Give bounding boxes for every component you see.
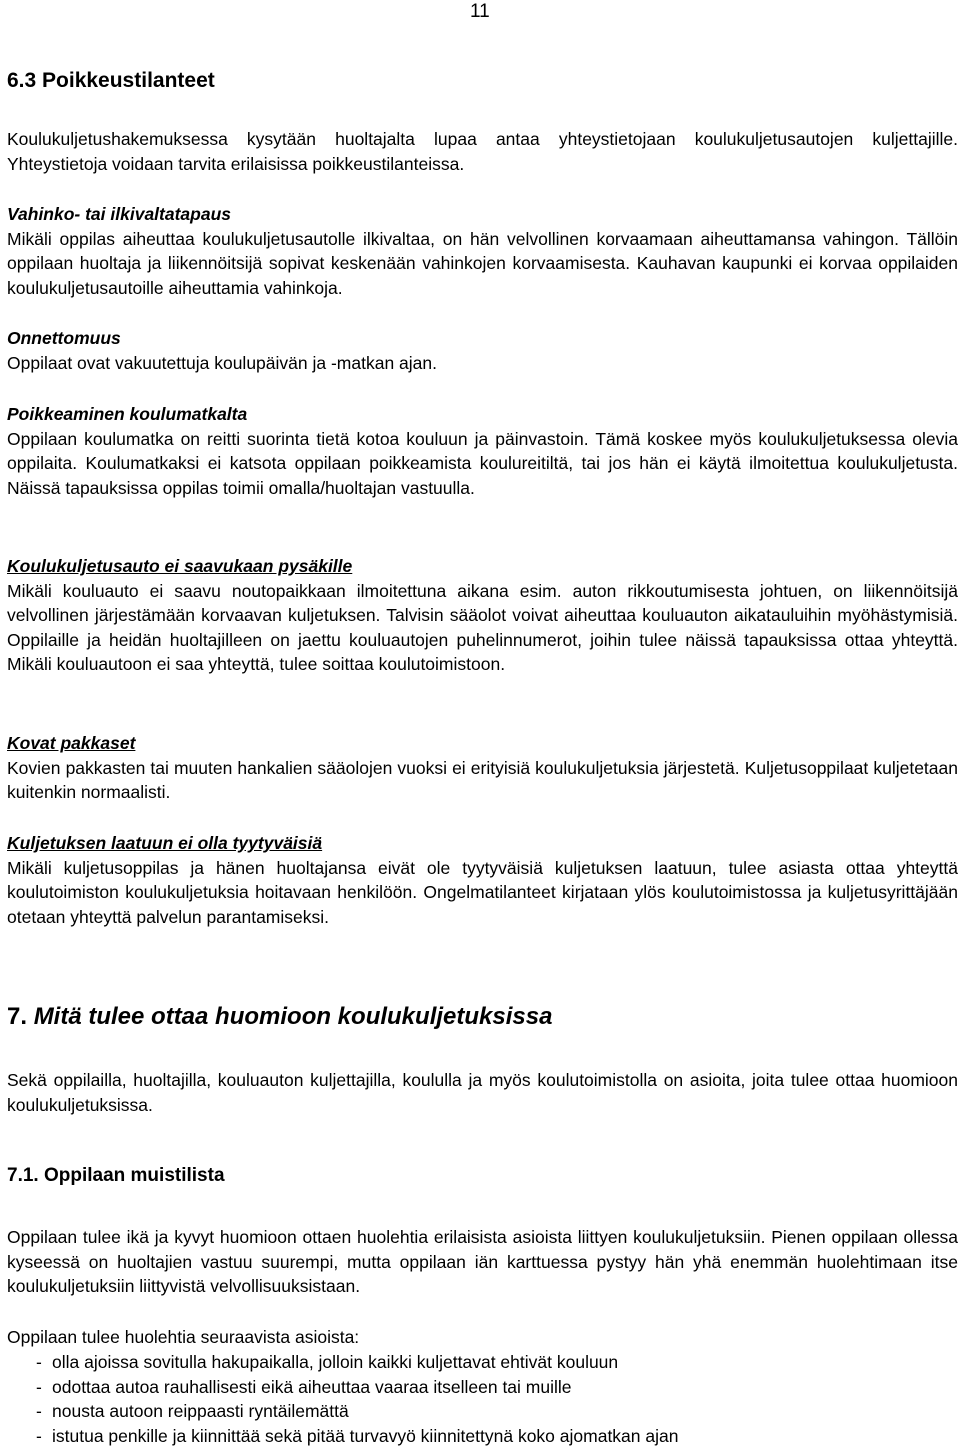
tyytyvaisia-text: Mikäli kuljetusoppilas ja hänen huoltajansa eivät ole tyytyväisiä kuljetuksen laatuun, tulee asiasta ottaa yhteyttä koulutoimiston koulukuljetuksia hoitavaan henkilöön. Ongelmatilanteet kirjataan ylös koulutoimistossa ja kuljetusyrittäjään otetaan yhteyttä palvelun parantamiseksi. <box>7 857 958 927</box>
koulukuljetusauto-block <box>7 554 958 677</box>
section-7-intro-text: Sekä oppilailla, huoltajilla, kouluauton kuljettajilla, koululla ja myös koulutoimistolla on asioita, joita tulee ottaa huomioon koulukuljetuksissa. <box>7 1070 958 1115</box>
list-dash: - <box>36 1376 42 1397</box>
poikkeaminen-title: Poikkeaminen koulumatkalta <box>7 404 248 424</box>
list-intro <box>7 1325 958 1350</box>
list-item <box>7 1350 958 1375</box>
vahinko-block <box>7 202 958 300</box>
section-7-1-paragraph <box>7 1225 958 1299</box>
koulukuljetusauto-text: Mikäli kouluauto ei saavu noutopaikkaan ilmoitettuna aikana esim. auton rikkoutumisesta johtuen, on liikennöitsijä velvollinen järjestämään korvaavan kuljetuksen. Talvisin sääolot voivat aiheuttaa kouluauton aikatauluihin myöhästymisiä. Oppilaille ja heidän huoltajilleen on jaettu kouluautojen puhelinnumerot, joihin tulee näissä tapauksissa ottaa yhteyttä. Mikäli kouluautoon ei saa yhteyttä, tulee soittaa koulutoimistoon. <box>7 580 958 674</box>
page-number: 11 <box>470 1 490 22</box>
kovat-text: Kovien pakkasten tai muuten hankalien sääolojen vuoksi ei erityisiä koulukuljetuksia järjestetä. Kuljetusoppilaat kuljetetaan kuitenkin normaalisti. <box>7 757 958 802</box>
list-dash: - <box>36 1425 42 1446</box>
list-item <box>7 1399 958 1424</box>
tyytyvaisia-block <box>7 831 958 929</box>
poikkeaminen-block <box>7 402 958 500</box>
checklist <box>7 1350 958 1448</box>
list-item-text: istutua penkille ja kiinnittää sekä pitää turvavyö kiinnitettynä koko ajomatkan ajan <box>52 1425 679 1446</box>
section-7-1-text: Oppilaan tulee ikä ja kyvyt huomioon ottaen huolehtia erilaisista asioista liittyen koulukuljetuksiin. Pienen oppilaan ollessa kyseessä on huoltajien vastuu suurempi, mutta oppilaan iän karttuessa pystyy hän yhä enemmän huolehtimaan itse koulukuljetuksiin liittyvistä velvollisuuksistaan. <box>7 1227 958 1296</box>
koulukuljetusauto-title: Koulukuljetusauto ei saavukaan pysäkille <box>7 556 353 576</box>
list-item <box>7 1424 958 1449</box>
vahinko-title: Vahinko- tai ilkivaltatapaus <box>7 204 232 224</box>
kovat-block <box>7 731 958 805</box>
list-item-text: nousta autoon reippaasti ryntäilemättä <box>52 1401 349 1421</box>
vahinko-text: Mikäli oppilas aiheuttaa koulukuljetusautolle ilkivaltaa, on hän velvollinen korvaamaan aiheuttamansa vahingon. Tällöin oppilaan huoltaja ja liikennöitsijä sopivat keskenään vahinkojen korvaamisesta. Kauhavan kaupunki ei korvaa oppilaiden koulukuljetusautoille aiheuttamia vahinkoja. <box>7 228 958 298</box>
list-item-text: odottaa autoa rauhallisesti eikä aiheuttaa vaaraa itselleen tai muille <box>52 1376 572 1397</box>
list-item-text: olla ajoissa sovitulla hakupaikalla, jolloin kaikki kuljettavat ehtivät kouluun <box>52 1352 619 1372</box>
list-item <box>7 1375 958 1400</box>
list-intro-text: Oppilaan tulee huolehtia seuraavista asioista: <box>7 1327 360 1347</box>
section-heading-7 <box>7 1002 552 1032</box>
section-7-title: Mitä tulee ottaa huomioon koulukuljetuksissa <box>33 1003 553 1030</box>
section-heading-6-3: 6.3 Poikkeustilanteet <box>7 69 215 92</box>
onnettomuus-title: Onnettomuus <box>7 328 121 348</box>
onnettomuus-block <box>7 326 958 375</box>
tyytyvaisia-title: Kuljetuksen laatuun ei olla tyytyväisiä <box>7 833 323 853</box>
intro-paragraph <box>7 127 958 176</box>
section-7-number: 7. <box>7 1003 28 1030</box>
poikkeaminen-text: Oppilaan koulumatka on reitti suorinta tietä kotoa kouluun ja päinvastoin. Tämä koskee myös koulukuljetuksessa olevia oppilaita. Koulumatkaksi ei katsota oppilaan poikkeamista koulureitiltä, tai jos hän ei käytä ilmoitettua koulukuljetusta. Näissä tapauksissa oppilas toimii omalla/huoltajan vastuulla. <box>7 428 958 498</box>
section-heading-7-1: 7.1. Oppilaan muistilista <box>7 1165 225 1186</box>
list-dash: - <box>36 1352 42 1372</box>
kovat-title: Kovat pakkaset <box>7 733 136 753</box>
intro-text: Koulukuljetushakemuksessa kysytään huoltajalta lupaa antaa yhteystietojaan koulukuljetusautojen kuljettajille. Yhteystietoja voidaan tarvita erilaisissa poikkeustilanteissa. <box>7 129 958 174</box>
list-dash: - <box>36 1401 42 1421</box>
section-7-intro <box>7 1068 958 1117</box>
onnettomuus-text: Oppilaat ovat vakuutettuja koulupäivän ja -matkan ajan. <box>7 352 437 373</box>
